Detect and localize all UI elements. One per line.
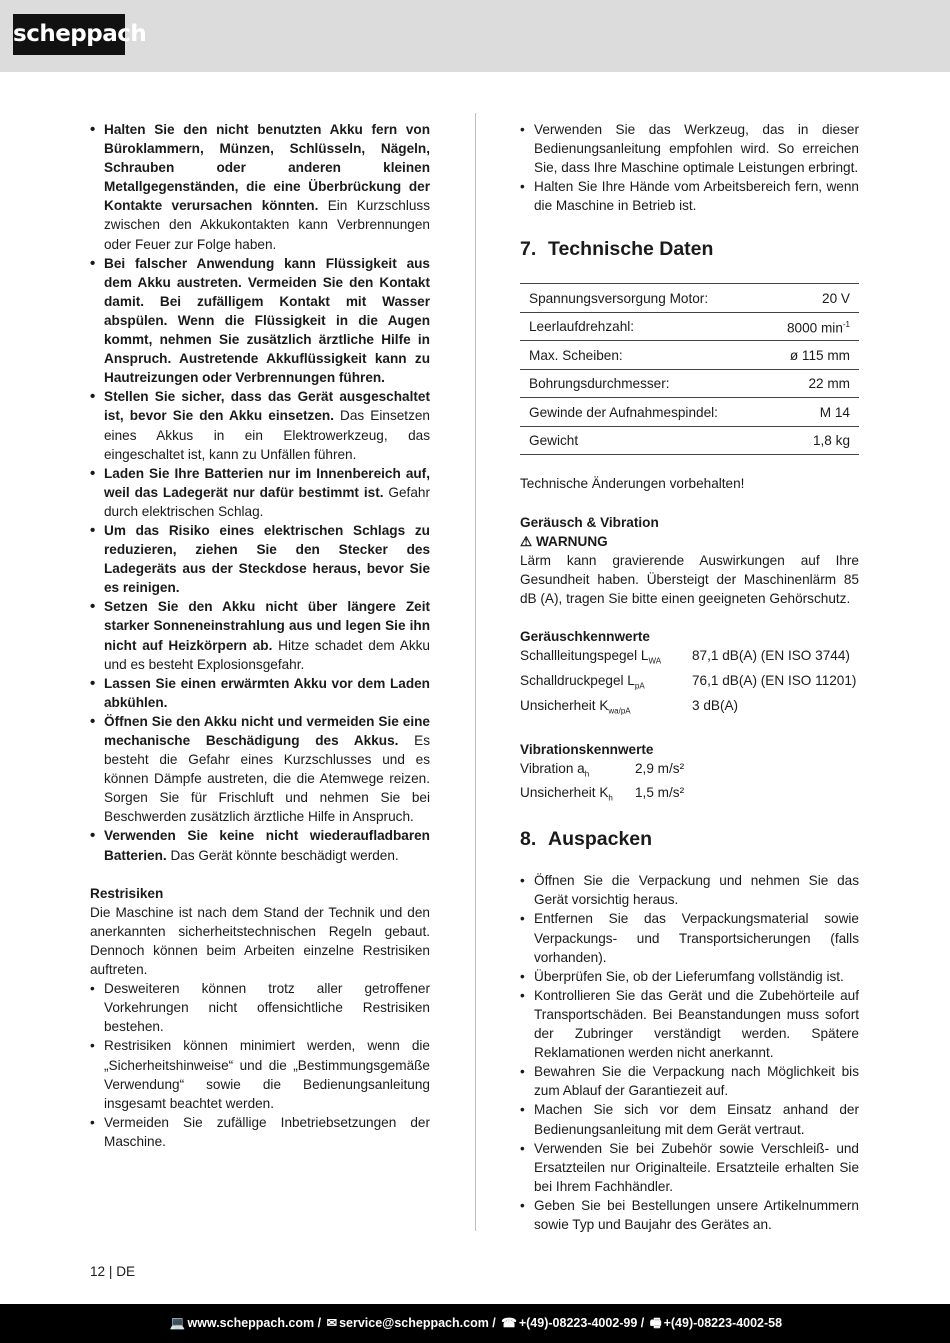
spec-label: Leerlaufdrehzahl: [520, 312, 764, 341]
bullet-normal-text: Es besteht die Gefahr eines Kurzschlusses und es können Dämpfe austreten, die die Atemwege reizen. Sorgen Sie für Frischluft und nehmen Sie bei Beschwerden zusätzlich ärztliche Hilfe in Anspruch. [104, 733, 430, 825]
usage-bullet-item: • Halten Sie Ihre Hände vom Arbeitsbereich fern, wenn die Maschine in Betrieb ist. [520, 177, 859, 215]
spec-value-text: 20 V [822, 290, 850, 306]
section-8-heading: 8. Auspacken [520, 828, 653, 851]
bullet-bold-text: Stellen Sie sicher, dass das Gerät ausgeschaltet ist, bevor Sie den Akku einsetzen. [104, 389, 430, 424]
noise-values [520, 646, 859, 720]
bullet-bold-text: Verwenden Sie keine nicht wiederaufladbaren Batterien. [104, 828, 430, 863]
column-divider [475, 113, 476, 1231]
safety-bullet-item [90, 120, 430, 254]
safety-bullet-item [90, 521, 430, 597]
noise-value-row-value: 3 dB(A) [692, 697, 739, 713]
spec-row [520, 284, 859, 313]
noise-value-row [520, 696, 859, 721]
safety-bullet-item [90, 826, 430, 864]
vibration-values [520, 759, 859, 809]
bullet-normal-text: Das Einsetzen eines Akkus in ein Elektrowerkzeug, das eingeschaltet ist, kann zu Unfällen führen. [104, 408, 430, 462]
bullet-bold-text: Öffnen Sie den Akku nicht und vermeiden Sie eine mechanische Beschädigung des Akkus. [104, 713, 430, 748]
unpack-bullet-item: • Überprüfen Sie, ob der Lieferumfang vollständig ist. [520, 967, 859, 986]
spec-value [764, 426, 859, 455]
spec-value-text: ø 115 mm [789, 347, 850, 363]
restrisiken-title: Restrisiken [90, 885, 164, 901]
scheppach-logo: scheppach [13, 14, 125, 55]
unpack-bullet-item: • Entfernen Sie das Verpackungsmaterial sowie Verpackungs- und Transportsicherungen (falls vorhanden). [520, 909, 859, 966]
bullet-bold-text: Bei falscher Anwendung kann Flüssigkeit aus dem Akku austreten. Vermeiden Sie den Kontakt damit. Bei zufälligem Kontakt mit Wasser abspülen. Wenn die Flüssigkeit in die Augen kommt, nehmen Sie zusätzlich ärztliche Hilfe in Anspruch. Austretende Akkuflüssigkeit kann zu Hautreizungen oder Verbrennungen führen. [104, 255, 430, 386]
safety-bullet-item [90, 254, 430, 388]
spec-value-text: M 14 [819, 404, 850, 420]
technical-data-table [520, 283, 859, 455]
left-column [90, 120, 430, 1151]
vibration-value-row-label: Unsicherheit $K_h$ [520, 785, 613, 804]
unpack-bullet-item: • Verwenden Sie bei Zubehör sowie Verschleiß- und Ersatzteilen nur Originalteile. Ersatzteile erhalten Sie bei Ihrem Fachhändler. [520, 1139, 859, 1196]
spec-value-text: 22 mm [808, 376, 850, 392]
tech-note: Technische Änderungen vorbehalten! [520, 476, 745, 492]
spec-label: Spannungsversorgung Motor: [520, 284, 764, 313]
bullet-bold-text: Lassen Sie einen erwärmten Akku vor dem Laden abkühlen. [104, 675, 430, 710]
safety-bullet-item [90, 674, 430, 712]
bullet-normal-text: Hitze schadet dem Akku und es besteht Explosionsgefahr. [104, 637, 430, 672]
noise-value-row-label: Schalldruckpegel $L_{pA}$ [520, 672, 645, 691]
spec-row [520, 426, 859, 455]
spec-value-text: 1,8 kg [812, 433, 850, 449]
spec-value [764, 341, 859, 370]
restrisiken-text: Die Maschine ist nach dem Stand der Technik und den anerkannten sicherheitstechnischen Regeln gebaut. Dennoch können beim Arbeiten einzelne Restrisiken auftreten. [90, 904, 430, 978]
noise-value-row-label: Unsicherheit $K_{wa/pA}$ [520, 697, 631, 716]
unpack-bullet-item: • Öffnen Sie die Verpackung und nehmen Sie das Gerät vorsichtig heraus. [520, 871, 859, 909]
bullet-bold-text: Laden Sie Ihre Batterien nur im Innenbereich auf, weil das Ladegerät nur dafür bestimmt ist. [104, 465, 430, 500]
warning-icon: ⚠ [520, 533, 533, 549]
spec-value-sup: -1 [842, 320, 850, 330]
warning-label: ⚠ WARNUNG [520, 533, 608, 549]
safety-bullet-item [90, 712, 430, 827]
unpack-bullet-item: • Geben Sie bei Bestellungen unsere Artikelnummern sowie Typ und Baujahr des Gerätes an. [520, 1196, 859, 1234]
right-column [520, 120, 859, 1234]
spec-value-text: 8000 min [786, 320, 843, 336]
restrisiken-bullet-item: • Desweiteren können trotz aller getroffener Vorkehrungen nicht offensichtliche Restrisiken bestehen. [90, 979, 430, 1036]
noise-value-row [520, 671, 859, 696]
page-footer [0, 1304, 950, 1343]
spec-row [520, 341, 859, 370]
mail-icon: ✉ [326, 1316, 338, 1330]
safety-bullets [90, 120, 430, 865]
bullet-bold-text: Setzen Sie den Akku nicht über längere Zeit starker Sonneneinstrahlung aus und legen Sie ihn nicht auf Heizkörpern ab. [104, 599, 430, 653]
spec-label: Gewicht [520, 426, 764, 455]
footer-email[interactable]: service@scheppach.com / [339, 1316, 496, 1330]
bullet-normal-text: Das Gerät könnte beschädigt werden. [166, 847, 399, 863]
page-header [0, 0, 950, 72]
bullet-bold-text: Halten Sie den nicht benutzten Akku fern von Büroklammern, Münzen, Schlüsseln, Nägeln, Schrauben oder anderen kleinen Metallgegenständen, die eine Überbrückung der Kontakte verursachen könnten. [104, 122, 430, 214]
bullet-normal-text: Ein Kurzschluss zwischen den Akkukontakten kann Verbrennungen oder Feuer zur Folge haben. [104, 198, 430, 252]
footer-fax: +(49)-08223-4002-58 [663, 1316, 783, 1330]
restrisiken-bullet-item: • Vermeiden Sie zufällige Inbetriebsetzungen der Maschine. [90, 1113, 430, 1151]
usage-bullet-item: • Verwenden Sie das Werkzeug, das in dieser Bedienungsanleitung empfohlen wird. So erreichen Sie, dass Ihre Maschine optimale Leistungen erbringt. [520, 120, 859, 177]
spec-label: Bohrungsdurchmesser: [520, 369, 764, 398]
unpack-bullet-item: • Kontrollieren Sie das Gerät und die Zubehörteile auf Transportschäden. Bei Beanstandungen muss sofort der Zubringer verständigt werden. Spätere Reklamationen werden nicht anerkannt. [520, 986, 859, 1062]
noise-value-row-label: Schallleitungspegel $L_{WA}$ [520, 648, 662, 666]
vibration-value-row [520, 783, 859, 808]
computer-icon: 💻 [169, 1316, 186, 1330]
restrisiken-bullets [90, 979, 430, 1151]
bullet-normal-text: Gefahr durch elektrischen Schlag. [104, 484, 430, 519]
spec-row [520, 312, 859, 341]
noise-values-title: Geräuschkennwerte [520, 629, 650, 645]
vibration-value-row [520, 759, 859, 784]
footer-website[interactable]: www.scheppach.com / [187, 1316, 322, 1330]
page-number: 12 | DE [90, 1264, 136, 1279]
noise-text: Lärm kann gravierende Auswirkungen auf Ihre Gesundheit haben. Übersteigt der Maschinenlärm 85 dB (A), tragen Sie bitte einen geeigneten Gehörschutz. [520, 552, 859, 606]
vibration-value-row-value: 1,5 m/s² [635, 785, 685, 801]
noise-title: Geräusch & Vibration [520, 514, 659, 530]
spec-value [764, 312, 859, 341]
unpack-bullet-item: • Bewahren Sie die Verpackung nach Möglichkeit bis zum Ablauf der Garantiezeit auf. [520, 1062, 859, 1100]
spec-label: Max. Scheiben: [520, 341, 764, 370]
spec-value [764, 398, 859, 427]
noise-value-row-value: 87,1 dB(A) (EN ISO 3744) [692, 648, 850, 664]
safety-bullet-item [90, 597, 430, 673]
noise-value-row-value: 76,1 dB(A) (EN ISO 11201) [692, 672, 857, 688]
vibration-value-row-label: Vibration $a_h$ [520, 760, 590, 779]
bullet-bold-text: Um das Risiko eines elektrischen Schlags zu reduzieren, ziehen Sie den Stecker des Ladegeräts aus der Steckdose heraus, bevor Sie es reinigen. [104, 522, 430, 596]
unpack-bullets [520, 871, 859, 1234]
spec-row [520, 369, 859, 398]
safety-bullet-item [90, 387, 430, 463]
usage-bullets [520, 120, 859, 215]
spec-value [764, 369, 859, 398]
spec-value [764, 284, 859, 313]
spec-row [520, 398, 859, 427]
noise-value-row [520, 646, 859, 671]
spec-label: Gewinde der Aufnahmespindel: [520, 398, 764, 427]
unpack-bullet-item: • Machen Sie sich vor dem Einsatz anhand der Bedienungsanleitung mit dem Gerät vertraut. [520, 1100, 859, 1138]
footer-phone: +(49)-08223-4002-99 / [518, 1316, 645, 1330]
fax-icon: 🖷 [649, 1316, 662, 1330]
vibration-value-row-value: 2,9 m/s² [635, 760, 685, 776]
safety-bullet-item [90, 464, 430, 521]
phone-icon: ☎ [501, 1316, 517, 1330]
restrisiken-bullet-item: • Restrisiken können minimiert werden, wenn die „Sicherheitshinweise“ und die „Bestimmungsgemäße Verwendung“ sowie die Bedienungsanleitung insgesamt beachtet werden. [90, 1036, 430, 1112]
section-7-heading: 7. Technische Daten [520, 238, 714, 261]
vibration-title: Vibrationskennwerte [520, 741, 654, 757]
